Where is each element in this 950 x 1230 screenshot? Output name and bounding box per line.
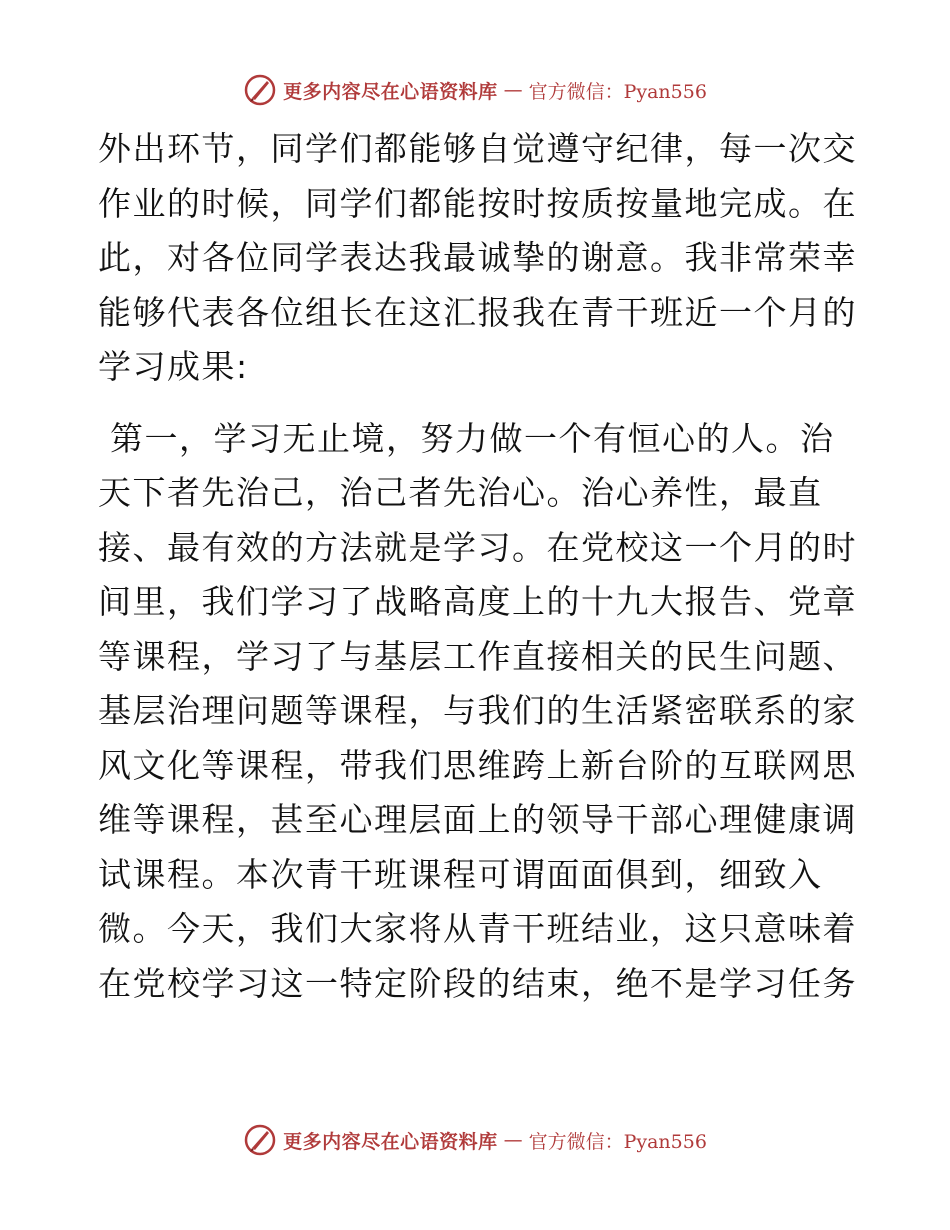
text-line: 作业的时候，同学们都能按时按质按量地完成。在 <box>98 183 857 223</box>
document-body <box>98 122 857 1011</box>
paragraph <box>98 412 857 1012</box>
text-line: 此，对各位同学表达我最诚挚的谢意。我非常荣幸 <box>98 238 857 277</box>
text-line: 维等课程，甚至心理层面上的领导干部心理健康调 <box>98 800 857 839</box>
quill-pen-icon <box>243 73 277 107</box>
text-line: 间里，我们学习了战略高度上的十九大报告、党章 <box>98 582 857 621</box>
text-line: 第一，学习无止境，努力做一个有恒心的人。治 <box>98 418 835 458</box>
text-line: 风文化等课程，带我们思维跨上新台阶的互联网思 <box>98 745 857 785</box>
text-line: 学习成果: <box>98 347 249 386</box>
quill-pen-icon <box>243 1123 277 1157</box>
text-line: 等课程，学习了与基层工作直接相关的民生问题、 <box>98 636 857 676</box>
paragraph <box>98 122 857 395</box>
text-line: 天下者先治己，治己者先治心。治心养性，最直 <box>98 473 823 512</box>
text-line: 微。今天，我们大家将从青干班结业，这只意味着 <box>98 909 857 948</box>
footer-watermark <box>0 1120 950 1160</box>
text-line: 在党校学习这一特定阶段的结束，绝不是学习任务 <box>98 963 857 1003</box>
text-line: 接、最有效的方法就是学习。在党校这一个月的时 <box>98 527 857 567</box>
text-line: 外出环节，同学们都能够自觉遵守纪律，每一次交 <box>98 129 857 168</box>
text-line: 试课程。本次青干班课程可谓面面俱到，细致入 <box>98 854 823 894</box>
watermark-site-text: 更多内容尽在心语资料库 <box>283 80 498 103</box>
watermark-separator: — <box>503 1129 523 1151</box>
watermark-wechat-text: 官方微信：Pyan556 <box>528 80 707 103</box>
header-watermark <box>0 70 950 110</box>
watermark-separator: — <box>503 79 523 101</box>
watermark-wechat-text: 官方微信：Pyan556 <box>528 1130 707 1153</box>
text-line: 能够代表各位组长在这汇报我在青干班近一个月的 <box>98 292 857 332</box>
watermark-site-text: 更多内容尽在心语资料库 <box>283 1130 498 1153</box>
text-line: 基层治理问题等课程，与我们的生活紧密联系的家 <box>98 691 857 730</box>
